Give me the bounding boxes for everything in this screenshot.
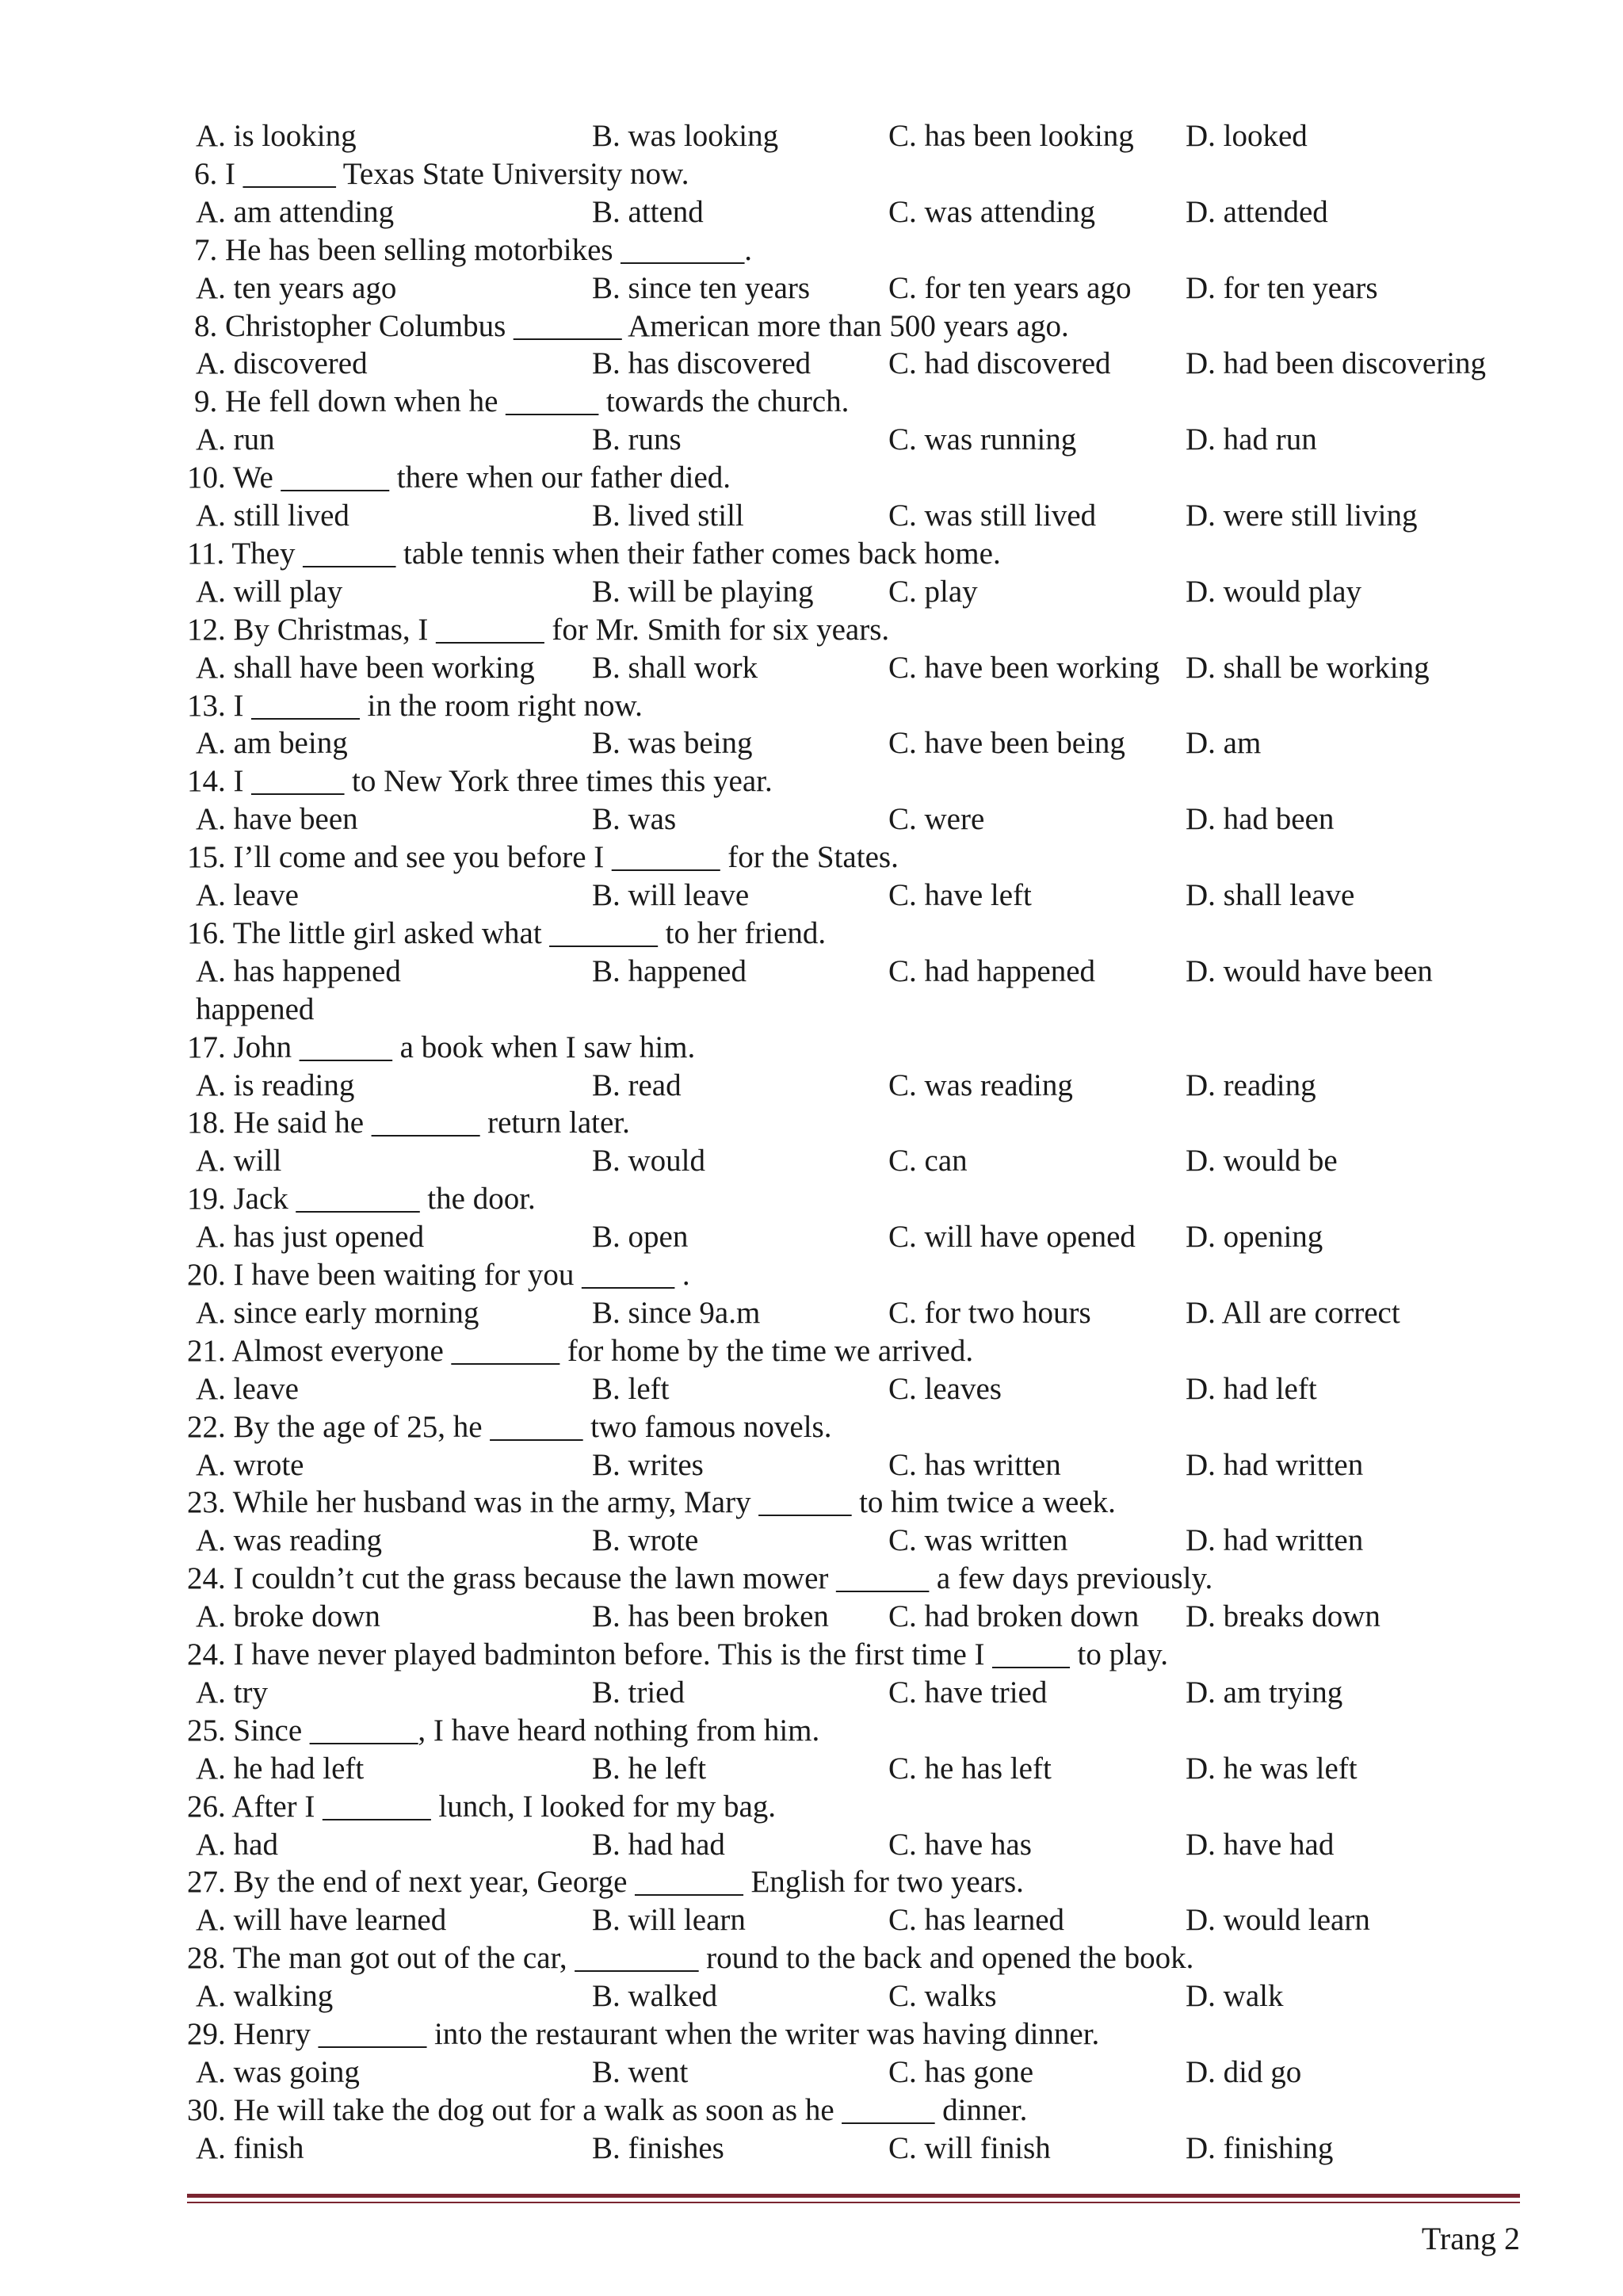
answer-option-c: C. can: [888, 1144, 968, 1179]
answer-options-row: [0, 1294, 1623, 1332]
answer-options-row: [0, 1142, 1623, 1180]
answer-option-a: A. since early morning: [196, 1295, 479, 1330]
answer-option-c: C. have been being: [888, 726, 1125, 761]
answer-option-b: B. shall work: [592, 650, 758, 685]
answer-option-b: B. lived still: [592, 499, 744, 533]
footer-divider: [187, 2194, 1520, 2198]
answer-option-d: D. am trying: [1186, 1675, 1343, 1710]
answer-options-row: [0, 1598, 1623, 1636]
answer-option-b: B. had had: [592, 1827, 725, 1862]
answer-option-b: B. attend: [592, 194, 704, 229]
answer-option-b: B. tried: [592, 1675, 685, 1710]
answer-options-row: [0, 497, 1623, 535]
answer-option-d: D. had been: [1186, 802, 1335, 837]
question-stem: 12. By Christmas, I _______ for Mr. Smith for six years.: [187, 612, 890, 647]
answer-option-a: A. has happened: [196, 953, 401, 988]
answer-options-row: [0, 877, 1623, 915]
answer-option-d: D. finishing: [1186, 2130, 1334, 2165]
answer-option-a: A. is looking: [196, 119, 357, 153]
answer-option-c: C. was reading: [888, 1068, 1073, 1102]
question-stem: 14. I ______ to New York three times this year.: [187, 764, 773, 799]
answer-options-row: [0, 2053, 1623, 2092]
answer-option-d: D. would learn: [1186, 1903, 1370, 1938]
answer-option-d: D. walk: [1186, 1979, 1284, 2014]
answer-option-b: B. was: [592, 802, 677, 837]
answer-option-c: C. has learned: [888, 1903, 1065, 1938]
question-stem: 13. I _______ in the room right now.: [187, 688, 643, 723]
answer-options-row: [0, 1522, 1623, 1560]
answer-option-d: D. attended: [1186, 194, 1328, 229]
answer-option-d: D. am: [1186, 726, 1262, 761]
question-stem: 10. We _______ there when our father died.: [187, 460, 731, 495]
question-stem: 15. I’ll come and see you before I _______ for the States.: [187, 840, 899, 875]
answer-option-b: B. will be playing: [592, 574, 814, 609]
answer-options-row: [0, 724, 1623, 762]
answer-option-c: C. had discovered: [888, 346, 1111, 381]
answer-option-b: B. was looking: [592, 119, 779, 153]
answer-option-b: B. was being: [592, 726, 753, 761]
answer-option-b: B. open: [592, 1220, 689, 1255]
answer-options-row: [0, 193, 1623, 231]
question-stem: 28. The man got out of the car, ________ round to the back and opened the book.: [187, 1941, 1194, 1976]
answer-option-a: A. broke down: [196, 1599, 380, 1634]
question-stem: 7. He has been selling motorbikes ________.: [194, 232, 753, 267]
answer-option-a: A. he had left: [196, 1751, 365, 1786]
answer-option-b: B. he left: [592, 1751, 707, 1786]
answer-options-row: [0, 1901, 1623, 1939]
answer-option-c: C. have tried: [888, 1675, 1048, 1710]
answer-option-a: A. has just opened: [196, 1220, 425, 1255]
answer-option-a: A. am attending: [196, 194, 395, 229]
question-stem: 24. I have never played badminton before. This is the first time I _____ to play.: [187, 1637, 1168, 1671]
answer-options-row: [0, 1218, 1623, 1256]
answer-option-d: D. he was left: [1186, 1751, 1358, 1786]
answer-option-d: D. would be: [1186, 1144, 1338, 1179]
answer-option-b: B. runs: [592, 422, 682, 457]
answer-option-c: C. have been working: [888, 650, 1160, 685]
answer-option-c: C. was attending: [888, 194, 1096, 229]
answer-option-b: B. would: [592, 1144, 706, 1179]
answer-option-b: B. happened: [592, 953, 747, 988]
answer-option-c: C. has been looking: [888, 119, 1134, 153]
answer-option-a: A. wrote: [196, 1447, 304, 1482]
question-stem: 26. After I _______ lunch, I looked for my bag.: [187, 1789, 777, 1824]
answer-option-b: B. has discovered: [592, 346, 812, 381]
answer-option-d: D. would play: [1186, 574, 1362, 609]
answer-options-row: [0, 345, 1623, 383]
answer-options-row: [0, 117, 1623, 155]
answer-options-row: [0, 1674, 1623, 1712]
answer-option-a: A. will have learned: [196, 1903, 447, 1938]
answer-option-c: C. was running: [888, 422, 1077, 457]
answer-options-row: [0, 953, 1623, 991]
answer-option-c: C. has gone: [888, 2054, 1034, 2089]
answer-option-d: D. opening: [1186, 1220, 1323, 1255]
answer-option-a: A. had: [196, 1827, 278, 1862]
answer-option-c: C. had happened: [888, 953, 1096, 988]
answer-option-b: B. since ten years: [592, 270, 811, 305]
question-stem: 29. Henry _______ into the restaurant when the writer was having dinner.: [187, 2017, 1100, 2051]
answer-option-d: D. shall be working: [1186, 650, 1430, 685]
question-stem: 27. By the end of next year, George _______ English for two years.: [187, 1865, 1024, 1900]
answer-option-a: A. ten years ago: [196, 270, 397, 305]
answer-option-d: D. had run: [1186, 422, 1317, 457]
question-stem: 21. Almost everyone _______ for home by the time we arrived.: [187, 1333, 974, 1368]
answer-options-row: [0, 1067, 1623, 1105]
answer-option-c: C. were: [888, 802, 985, 837]
page-number: Trang 2: [1421, 2221, 1520, 2256]
answer-option-c: C. for ten years ago: [888, 270, 1132, 305]
answer-option-d: D. had left: [1186, 1371, 1317, 1406]
answer-option-a: A. will play: [196, 574, 343, 609]
question-stem: 9. He fell down when he ______ towards the church.: [194, 384, 850, 419]
answer-option-a: A. will: [196, 1144, 282, 1179]
answer-option-c: C. was written: [888, 1523, 1068, 1558]
question-stem: 17. John ______ a book when I saw him.: [187, 1030, 696, 1064]
answer-options-row: [0, 421, 1623, 459]
answer-option-b: B. writes: [592, 1447, 704, 1482]
answer-option-d: D. had been discovering: [1186, 346, 1487, 381]
answer-options-row: [0, 1446, 1623, 1484]
answer-options-row: [0, 269, 1623, 308]
answer-option-c: C. he has left: [888, 1751, 1052, 1786]
answer-option-b: B. will learn: [592, 1903, 746, 1938]
answer-option-b: B. will leave: [592, 878, 750, 912]
answer-option-a: A. was going: [196, 2054, 360, 2089]
answer-options-row: [0, 573, 1623, 611]
answer-option-a: A. is reading: [196, 1068, 355, 1102]
answer-option-b: B. wrote: [592, 1523, 699, 1558]
question-stem: 24. I couldn’t cut the grass because the lawn mower ______ a few days previously.: [187, 1561, 1213, 1596]
answer-options-row: [0, 2130, 1623, 2168]
answer-option-d: D. were still living: [1186, 499, 1418, 533]
answer-option-a: A. shall have been working: [196, 650, 535, 685]
answer-option-d: D. All are correct: [1186, 1295, 1400, 1330]
answer-option-b: B. since 9a.m: [592, 1295, 761, 1330]
answer-options-row: [0, 1370, 1623, 1408]
question-stem: 16. The little girl asked what _______ to her friend.: [187, 915, 827, 950]
answer-options-row: [0, 649, 1623, 687]
question-stem: 19. Jack ________ the door.: [187, 1182, 536, 1217]
answer-option-a: A. was reading: [196, 1523, 383, 1558]
answer-option-d: D. did go: [1186, 2054, 1302, 2089]
answer-option-d: D. shall leave: [1186, 878, 1355, 912]
footer-divider-thin: [187, 2202, 1520, 2203]
answer-option-c: C. walks: [888, 1979, 997, 2014]
answer-option-a: A. leave: [196, 1371, 299, 1406]
answer-options-row: [0, 1826, 1623, 1864]
answer-option-b: B. has been broken: [592, 1599, 829, 1634]
answer-option-a: A. leave: [196, 878, 299, 912]
answer-option-c: C. have left: [888, 878, 1032, 912]
answer-option-d: D. reading: [1186, 1068, 1316, 1102]
answer-option-d: D. had written: [1186, 1447, 1364, 1482]
answer-options-row: [0, 1977, 1623, 2015]
answer-option-c: C. leaves: [888, 1371, 1002, 1406]
answer-option-b: B. finishes: [592, 2130, 724, 2165]
answer-options-row: [0, 800, 1623, 839]
answer-option-c: C. was still lived: [888, 499, 1097, 533]
answer-option-d: D. have had: [1186, 1827, 1335, 1862]
answer-option-a: A. am being: [196, 726, 348, 761]
answer-option-d: D. for ten years: [1186, 270, 1378, 305]
answer-option-b: B. read: [592, 1068, 682, 1102]
question-stem: 6. I ______ Texas State University now.: [194, 156, 689, 191]
answer-option-a: A. still lived: [196, 499, 349, 533]
question-stem: 11. They ______ table tennis when their father comes back home.: [187, 536, 1001, 571]
answer-option-c: C. play: [888, 574, 978, 609]
answer-option-d: D. breaks down: [1186, 1599, 1381, 1634]
question-stem: 25. Since _______, I have heard nothing from him.: [187, 1713, 820, 1748]
answer-option-c: C. will finish: [888, 2130, 1051, 2165]
answer-option-a: A. walking: [196, 1979, 334, 2014]
answer-option-c: C. have has: [888, 1827, 1032, 1862]
answer-option-a: A. discovered: [196, 346, 368, 381]
question-stem: 18. He said he _______ return later.: [187, 1106, 630, 1140]
answer-options-row: [0, 1750, 1623, 1788]
answer-option-c: C. will have opened: [888, 1220, 1136, 1255]
question-stem: 30. He will take the dog out for a walk as soon as he ______ dinner.: [187, 2092, 1028, 2127]
answer-option-b: B. walked: [592, 1979, 718, 2014]
answer-option-a: A. finish: [196, 2130, 304, 2165]
answer-option-d: D. had written: [1186, 1523, 1364, 1558]
question-stem: 20. I have been waiting for you ______ .: [187, 1258, 690, 1292]
answer-option-c: C. for two hours: [888, 1295, 1091, 1330]
answer-option-a: A. run: [196, 422, 275, 457]
question-stem: 23. While her husband was in the army, Mary ______ to him twice a week.: [187, 1485, 1116, 1520]
answer-option-b: B. left: [592, 1371, 670, 1406]
answer-option-c: C. has written: [888, 1447, 1061, 1482]
question-stem: 8. Christopher Columbus _______ American more than 500 years ago.: [194, 308, 1069, 343]
answer-option-d: D. would have been: [1186, 953, 1433, 988]
answer-option-continuation: happened: [196, 991, 315, 1026]
answer-option-b: B. went: [592, 2054, 689, 2089]
answer-option-a: A. have been: [196, 802, 358, 837]
answer-option-c: C. had broken down: [888, 1599, 1140, 1634]
answer-option-a: A. try: [196, 1675, 268, 1710]
question-stem: 22. By the age of 25, he ______ two famous novels.: [187, 1409, 832, 1444]
answer-option-d: D. looked: [1186, 119, 1308, 153]
